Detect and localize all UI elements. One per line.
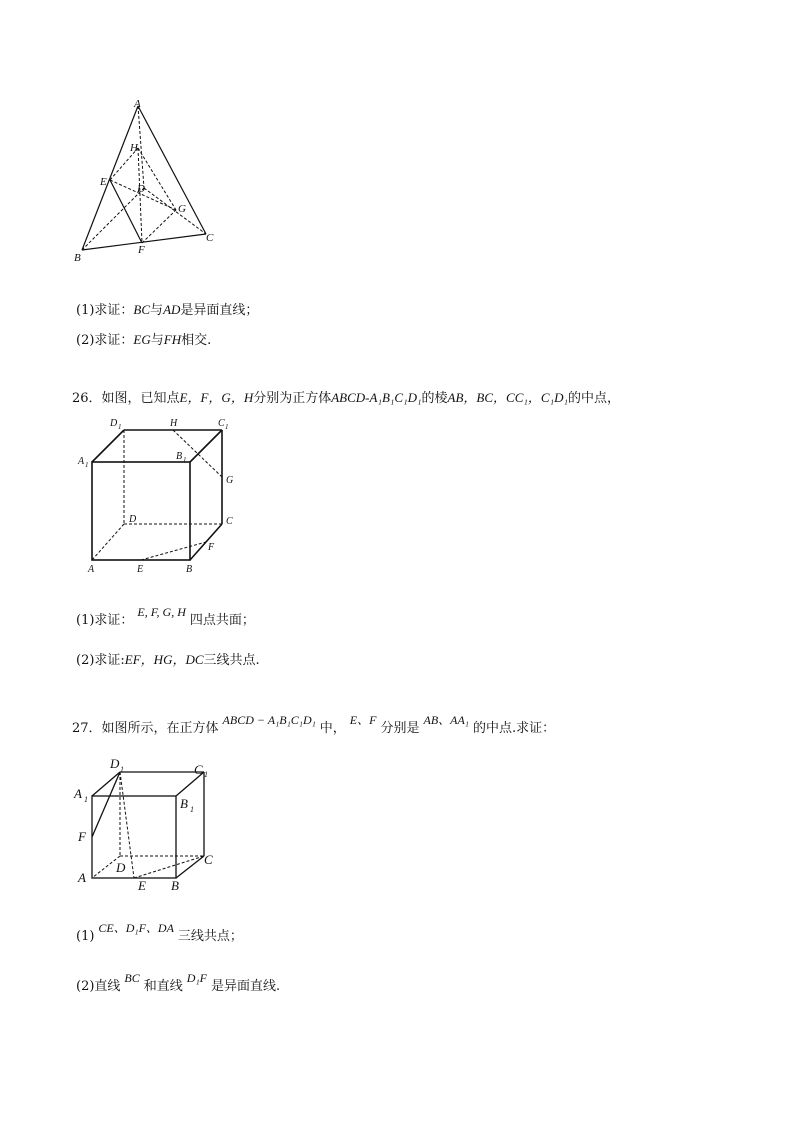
edge-AC	[138, 106, 206, 234]
front-face	[92, 462, 190, 560]
svg-text:E: E	[137, 564, 144, 575]
svg-text:G: G	[226, 475, 234, 486]
svg-text:A: A	[74, 786, 82, 801]
svg-text:1: 1	[183, 456, 187, 464]
edge-BD	[82, 188, 144, 250]
svg-text:1: 1	[120, 765, 124, 774]
svg-text:1: 1	[190, 805, 194, 814]
svg-text:H: H	[170, 418, 178, 429]
svg-text:1: 1	[225, 423, 229, 431]
svg-text:C: C	[218, 418, 225, 429]
q27-stem: 27．如图所示，在正方体ABCD − A₁B₁C₁D₁中，E、F分别是AB、AA₁的中点.求证：	[72, 713, 556, 736]
svg-text:C: C	[226, 516, 233, 527]
svg-text:B: B	[186, 564, 193, 575]
label-E: E	[100, 176, 107, 188]
segment-D1F	[92, 772, 120, 837]
q27-cube-figure	[74, 752, 224, 897]
svg-text:1: 1	[204, 770, 208, 779]
svg-text:A: A	[78, 456, 85, 467]
q25-part1: (1)求证：BC与AD是异面直线；	[76, 302, 259, 318]
segment-FH	[138, 148, 142, 243]
svg-text:B: B	[176, 451, 183, 462]
svg-text:D: D	[129, 514, 137, 525]
edge-AB	[82, 106, 138, 250]
svg-text:C: C	[204, 852, 213, 867]
q26-part2: (2)求证:EF，HG，DC三线共点.	[76, 652, 260, 668]
q27-part2: (2)直线BC和直线D₁F是异面直线.	[76, 971, 281, 994]
svg-text:E: E	[138, 878, 146, 893]
q26-stem: 26．如图，已知点E，F，G，H分别为正方体ABCD-A₁B₁C₁D₁的棱AB，BC，CC₁，C₁D₁的中点，	[72, 390, 621, 406]
segment-CE	[134, 856, 204, 878]
svg-text:1: 1	[84, 795, 88, 804]
label-H: H	[130, 142, 138, 154]
label-G: G	[178, 203, 186, 215]
tetrahedron-figure	[70, 98, 230, 268]
cube-diagram	[74, 752, 224, 897]
q27-part1: (1)CE、D₁F、DA三线共点；	[76, 921, 243, 944]
svg-text:D: D	[116, 860, 126, 875]
q25-part2: (2)求证：EG与FH相交.	[76, 332, 212, 348]
svg-text:1: 1	[85, 461, 89, 469]
tetrahedron-diagram	[70, 98, 230, 268]
svg-text:D: D	[110, 756, 120, 771]
segment-HG	[138, 148, 176, 210]
svg-text:C: C	[194, 762, 203, 777]
q26-cube-figure	[76, 416, 246, 578]
label-F: F	[138, 244, 145, 256]
svg-text:1: 1	[118, 423, 122, 431]
svg-text:A: A	[88, 564, 95, 575]
q26-part1: (1)求证：E, F, G, H四点共面；	[76, 605, 255, 628]
segment-EF	[141, 542, 206, 560]
svg-text:B: B	[180, 796, 188, 811]
svg-text:F: F	[78, 829, 86, 844]
svg-text:D: D	[110, 418, 118, 429]
label-C: C	[206, 232, 214, 244]
svg-text:A: A	[78, 870, 86, 885]
label-B: B	[74, 252, 81, 264]
label-A: A	[134, 98, 141, 110]
svg-text:F: F	[208, 542, 215, 553]
cube-diagram	[76, 416, 246, 578]
svg-text:B: B	[171, 878, 179, 893]
label-D: D	[137, 183, 145, 195]
